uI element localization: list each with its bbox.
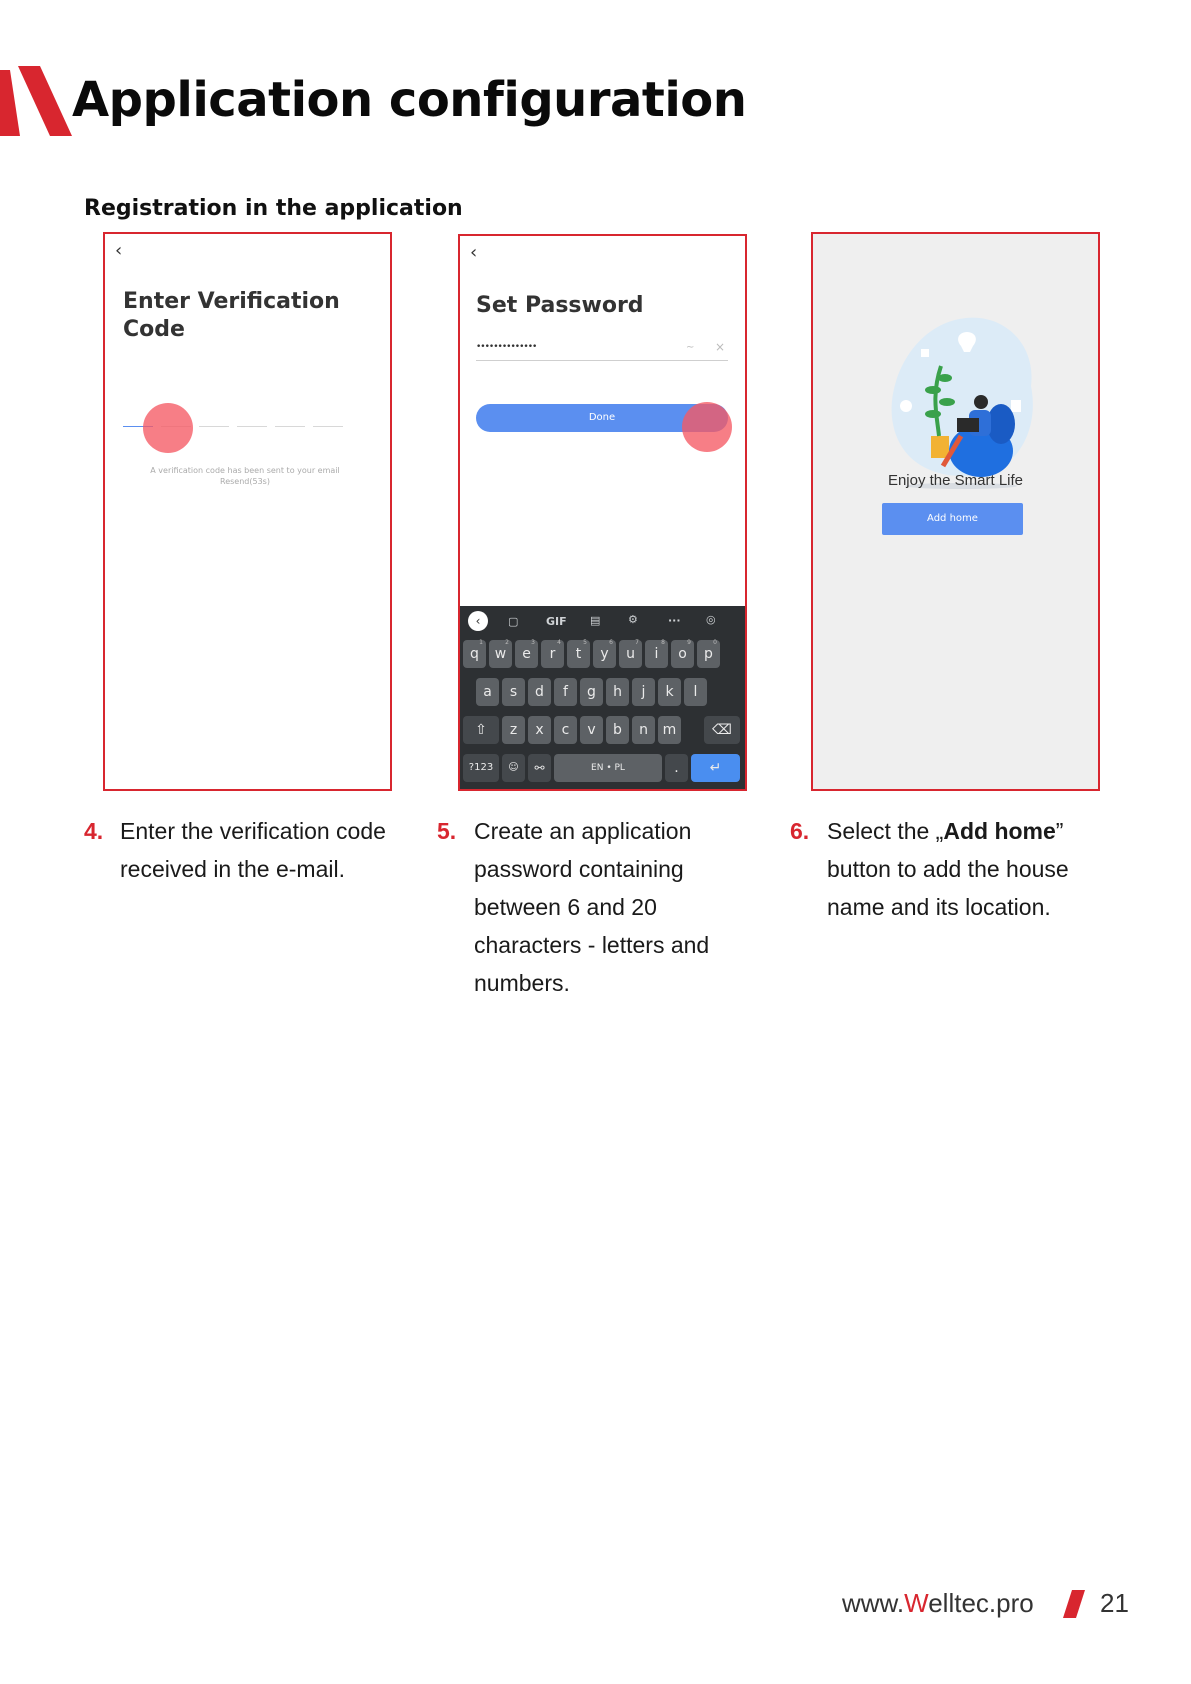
key[interactable]: w 2 xyxy=(489,640,512,668)
password-title: Set Password xyxy=(476,293,644,318)
key[interactable]: v xyxy=(580,716,603,744)
key[interactable]: o 9 xyxy=(671,640,694,668)
symbols-key[interactable]: ?123 xyxy=(463,754,499,782)
key[interactable]: h xyxy=(606,678,629,706)
step-text: Enter the verification code received in the e-mail. xyxy=(120,818,386,882)
password-input[interactable]: •••••••••••••• xyxy=(476,342,537,352)
gif-button[interactable]: GIF xyxy=(546,615,567,628)
key[interactable]: f xyxy=(554,678,577,706)
key[interactable]: s xyxy=(502,678,525,706)
key[interactable]: k xyxy=(658,678,681,706)
key[interactable]: z xyxy=(502,716,525,744)
step-number: 6. xyxy=(790,818,810,844)
add-home-button[interactable]: Add home xyxy=(882,503,1023,535)
chevron-left-icon[interactable]: ‹ xyxy=(470,242,478,263)
enter-icon[interactable]: ↵ xyxy=(691,754,740,782)
eye-off-icon[interactable]: ∼ xyxy=(686,342,695,353)
code-slot xyxy=(313,426,343,427)
verification-title: Enter Verification Code xyxy=(123,289,340,342)
brand-logo-icon xyxy=(0,66,72,138)
key[interactable]: y 6 xyxy=(593,640,616,668)
step-number: 5. xyxy=(437,818,457,844)
footer-url[interactable]: www.Welltec.pro xyxy=(842,1588,1034,1618)
shift-icon[interactable]: ⇧ xyxy=(463,716,499,744)
key[interactable]: q 1 xyxy=(463,640,486,668)
key[interactable]: r 4 xyxy=(541,640,564,668)
clear-icon[interactable]: × xyxy=(715,340,726,354)
step-text: Create an application password containing between 6 and 20 characters - letters and numbers. xyxy=(474,818,710,996)
brand-slash-icon xyxy=(1063,1590,1085,1618)
tap-indicator xyxy=(143,403,193,453)
key[interactable]: l xyxy=(684,678,707,706)
section-title: Registration in the application xyxy=(84,196,463,221)
key[interactable]: t 5 xyxy=(567,640,590,668)
key[interactable]: x xyxy=(528,716,551,744)
tap-indicator xyxy=(682,402,732,452)
home-screenshot xyxy=(811,232,1100,791)
period-key[interactable]: . xyxy=(665,754,688,782)
password-screenshot xyxy=(458,234,747,791)
key[interactable]: g xyxy=(580,678,603,706)
more-button[interactable]: ··· xyxy=(668,614,681,627)
add-home-emphasis: Add home xyxy=(943,818,1056,844)
key[interactable]: e 3 xyxy=(515,640,538,668)
page-number: 21 xyxy=(1100,1588,1129,1618)
step-number: 4. xyxy=(84,818,104,844)
key[interactable]: c xyxy=(554,716,577,744)
key[interactable]: d xyxy=(528,678,551,706)
chevron-left-icon[interactable]: ‹ xyxy=(115,240,123,261)
key[interactable]: a xyxy=(476,678,499,706)
key[interactable]: u 7 xyxy=(619,640,642,668)
gear-icon[interactable]: ⚙ xyxy=(628,613,638,626)
verification-screenshot xyxy=(103,232,392,791)
done-button[interactable]: Done xyxy=(476,404,728,432)
password-underline xyxy=(476,360,728,361)
key[interactable]: j xyxy=(632,678,655,706)
code-slot xyxy=(275,426,305,427)
resend-link[interactable]: Resend(53s) xyxy=(220,477,270,486)
sticker-icon[interactable]: ▢ xyxy=(508,615,519,628)
emoji-icon[interactable]: ☺ xyxy=(502,754,525,782)
microphone-icon[interactable]: ◎ xyxy=(706,613,716,626)
key[interactable]: b xyxy=(606,716,629,744)
code-slot xyxy=(199,426,229,427)
step-text: Select the „Add home” button to add the house name and its location. xyxy=(827,818,1069,920)
verification-note: A verification code has been sent to your email xyxy=(150,466,340,475)
keyboard xyxy=(460,606,745,789)
key[interactable]: n xyxy=(632,716,655,744)
home-headline: Enjoy the Smart Life xyxy=(887,472,1024,489)
chevron-left-icon[interactable]: ‹ xyxy=(468,611,488,631)
key[interactable]: p 0 xyxy=(697,640,720,668)
clipboard-icon[interactable]: ▤ xyxy=(590,614,601,627)
code-slot xyxy=(237,426,267,427)
key[interactable]: m xyxy=(658,716,681,744)
space-key[interactable]: EN • PL xyxy=(554,754,662,782)
page-title: Application configuration xyxy=(72,72,747,128)
backspace-icon[interactable]: ⌫ xyxy=(704,716,740,744)
key[interactable]: i 8 xyxy=(645,640,668,668)
globe-icon[interactable]: ⚯ xyxy=(528,754,551,782)
